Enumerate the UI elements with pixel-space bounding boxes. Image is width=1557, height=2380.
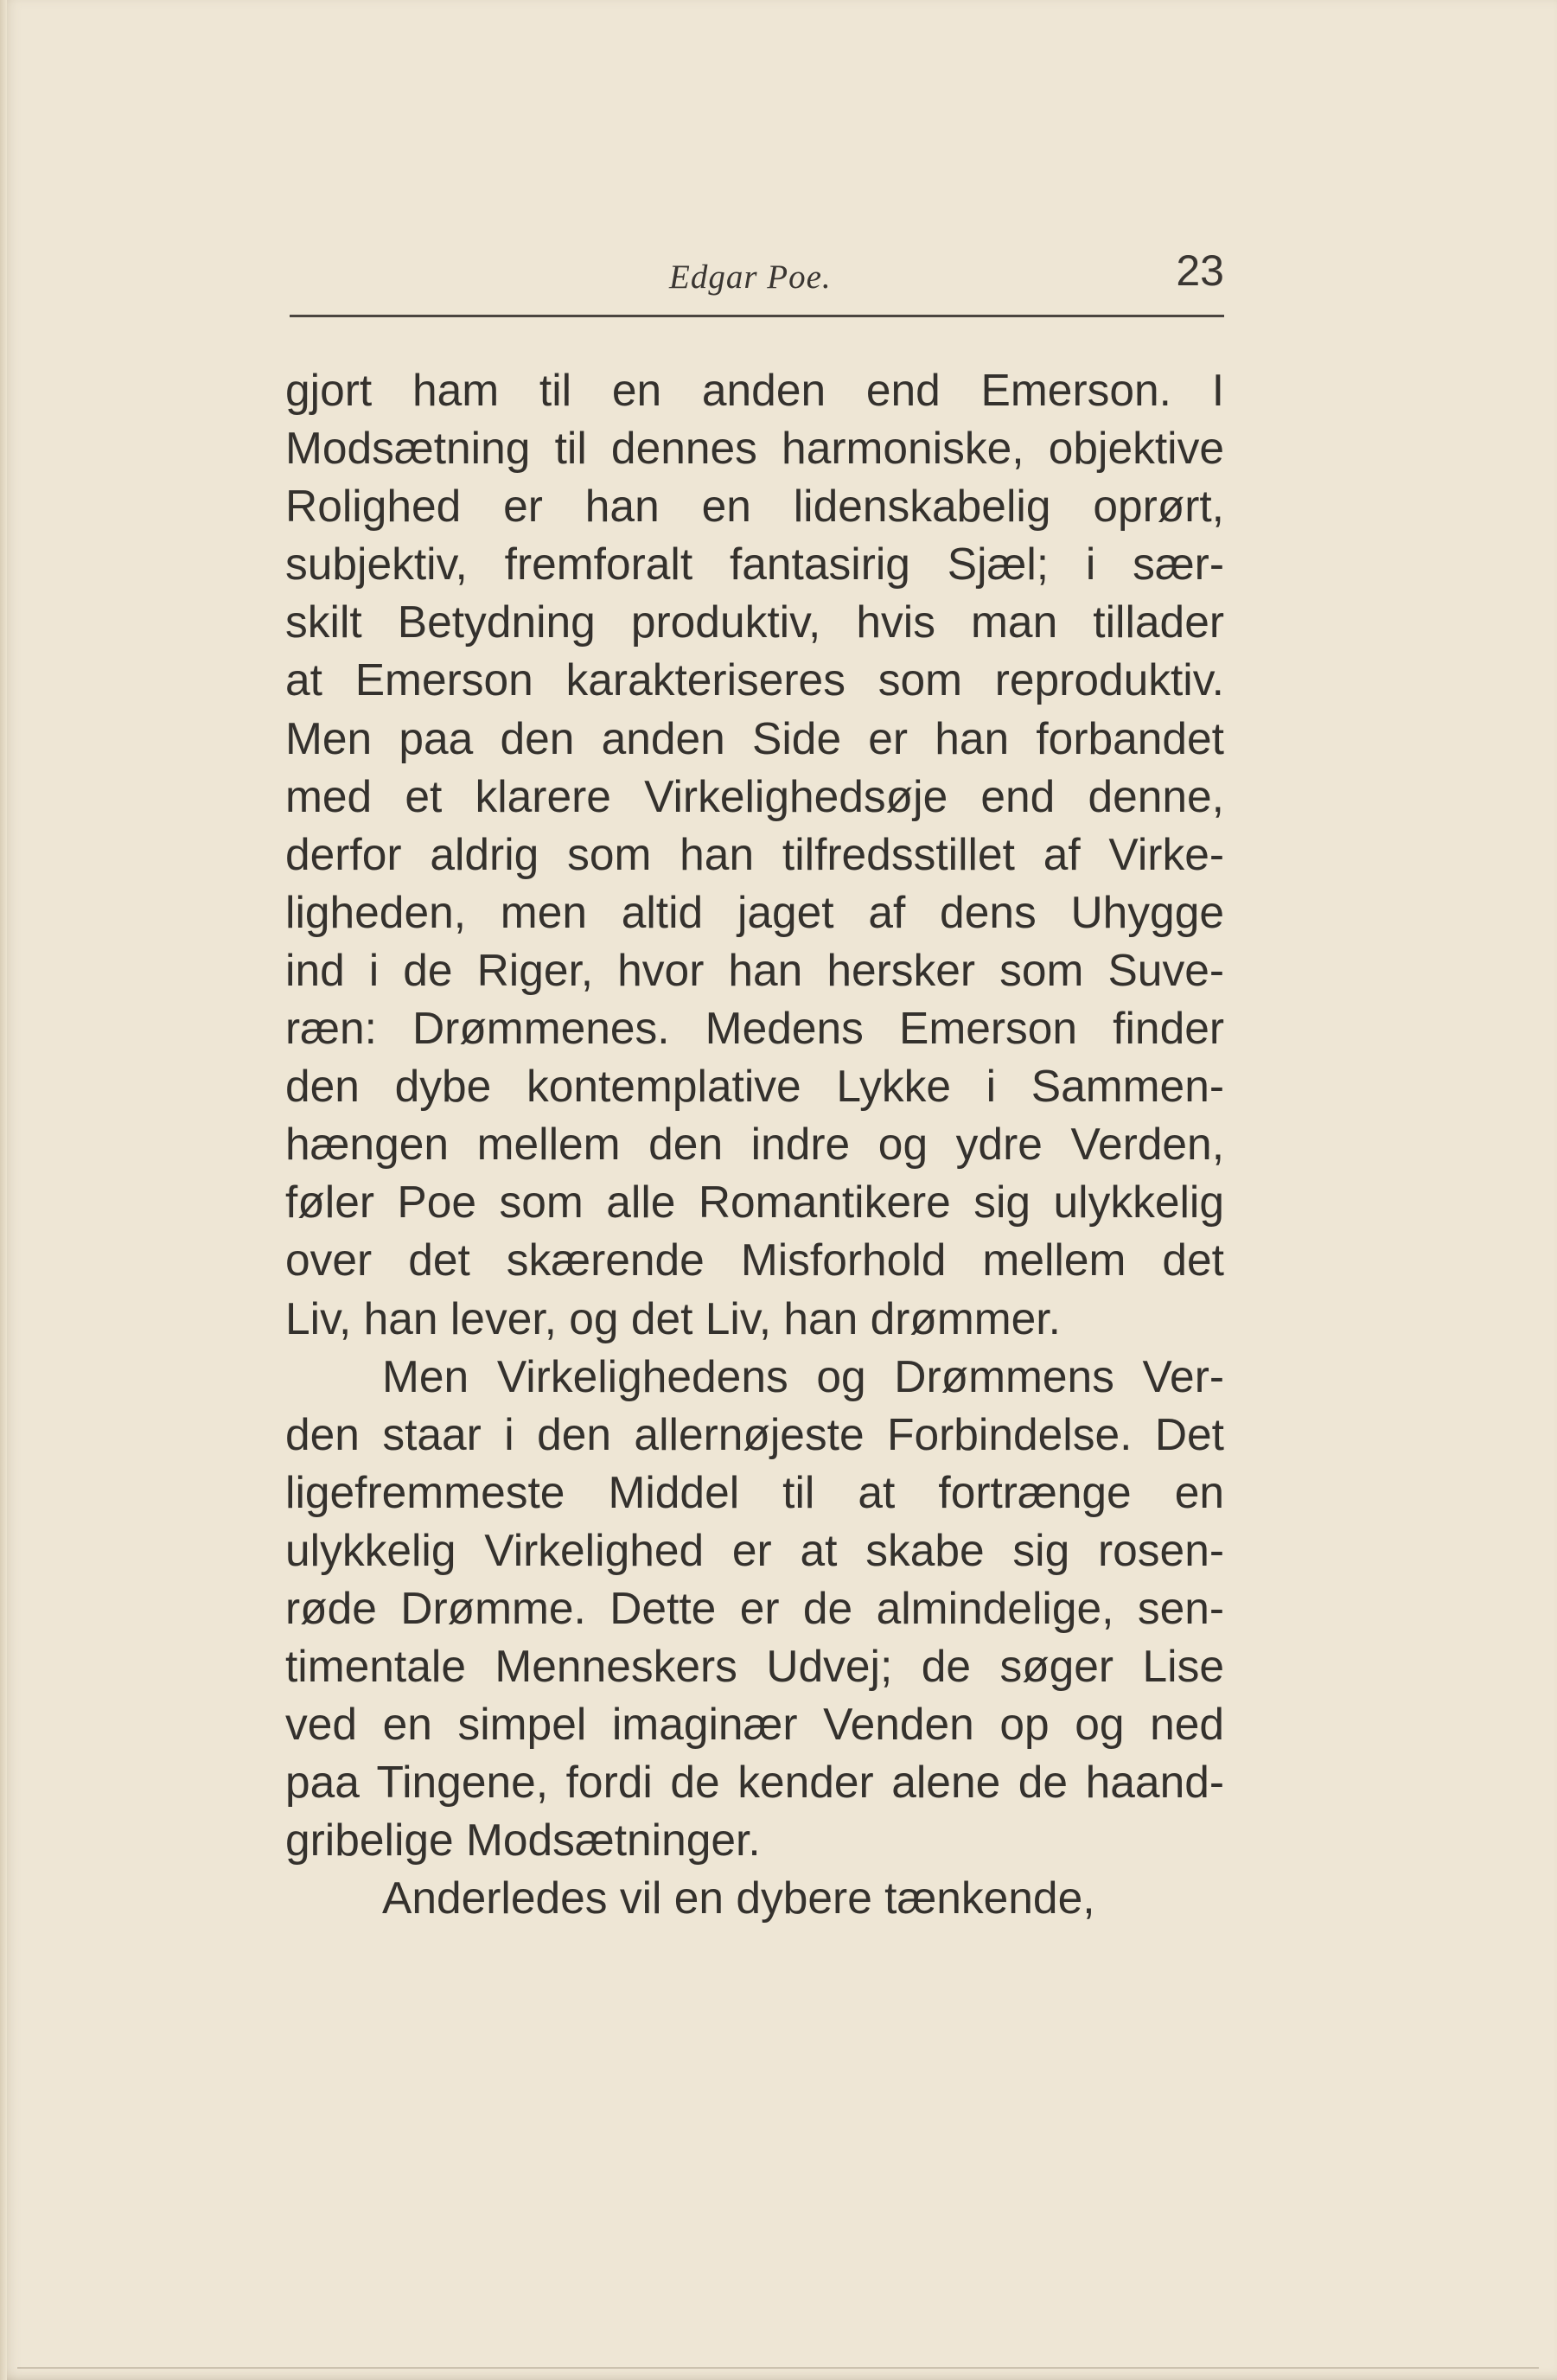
- text-line: gjort ham til en anden end Emerson. I: [285, 365, 1224, 415]
- text-line: med et klarere Virkelighedsøje end denne,: [285, 770, 1224, 821]
- text-line: gribelige Modsætninger.: [285, 1815, 761, 1866]
- text-line: ind i de Riger, hvor han hersker som Suve-: [285, 944, 1224, 995]
- text-line: ligefremmeste Middel til at fortrænge en: [285, 1466, 1224, 1517]
- text-line: Men paa den anden Side er han forbandet: [285, 712, 1224, 763]
- text-line: den staar i den allernøjeste Forbindelse. Det: [285, 1408, 1224, 1459]
- text-line: føler Poe som alle Romantikere sig ulykkelig: [285, 1177, 1224, 1228]
- text-line: derfor aldrig som han tilfredsstillet af Virke-: [285, 828, 1224, 879]
- paragraph-first-line: Anderledes vil en dybere tænkende,: [382, 1873, 1095, 1924]
- header-rule: [290, 315, 1224, 317]
- text-line: paa Tingene, fordi de kender alene de haand-: [285, 1757, 1224, 1808]
- text-line: skilt Betydning produktiv, hvis man tillader: [285, 597, 1224, 648]
- text-line: timentale Menneskers Udvej; de søger Lise: [285, 1641, 1224, 1692]
- text-line: ved en simpel imaginær Venden op og ned: [285, 1699, 1224, 1750]
- text-line: ræn: Drømmenes. Medens Emerson finder: [285, 1003, 1224, 1054]
- page-bottom-edge: [17, 2367, 1539, 2369]
- body-text: [285, 361, 1224, 1928]
- text-line: røde Drømme. Dette er de almindelige, sen-: [285, 1582, 1224, 1633]
- text-line: subjektiv, fremforalt fantasirig Sjæl; i sær-: [285, 539, 1224, 590]
- text-line: at Emerson karakteriseres som reproduktiv.: [285, 654, 1224, 705]
- text-line: den dybe kontemplative Lykke i Sammen-: [285, 1061, 1224, 1112]
- page-binding-edge: [0, 0, 7, 2380]
- text-line: hængen mellem den indre og ydre Verden,: [285, 1119, 1224, 1170]
- text-line: ulykkelig Virkelighed er at skabe sig rosen-: [285, 1524, 1224, 1575]
- text-line: Modsætning til dennes harmoniske, objektive: [285, 423, 1224, 474]
- running-title: Edgar Poe.: [669, 258, 832, 296]
- text-line: Liv, han lever, og det Liv, han drømmer.: [285, 1292, 1061, 1343]
- paragraph-first-line: Men Virkelighedens og Drømmens Ver-: [382, 1350, 1224, 1401]
- text-line: over det skærende Misforhold mellem det: [285, 1235, 1224, 1286]
- page-number: 23: [1176, 246, 1224, 295]
- text-line: Rolighed er han en lidenskabelig oprørt,: [285, 481, 1224, 532]
- text-line: ligheden, men altid jaget af dens Uhygge: [285, 886, 1224, 937]
- running-header: [285, 244, 1224, 304]
